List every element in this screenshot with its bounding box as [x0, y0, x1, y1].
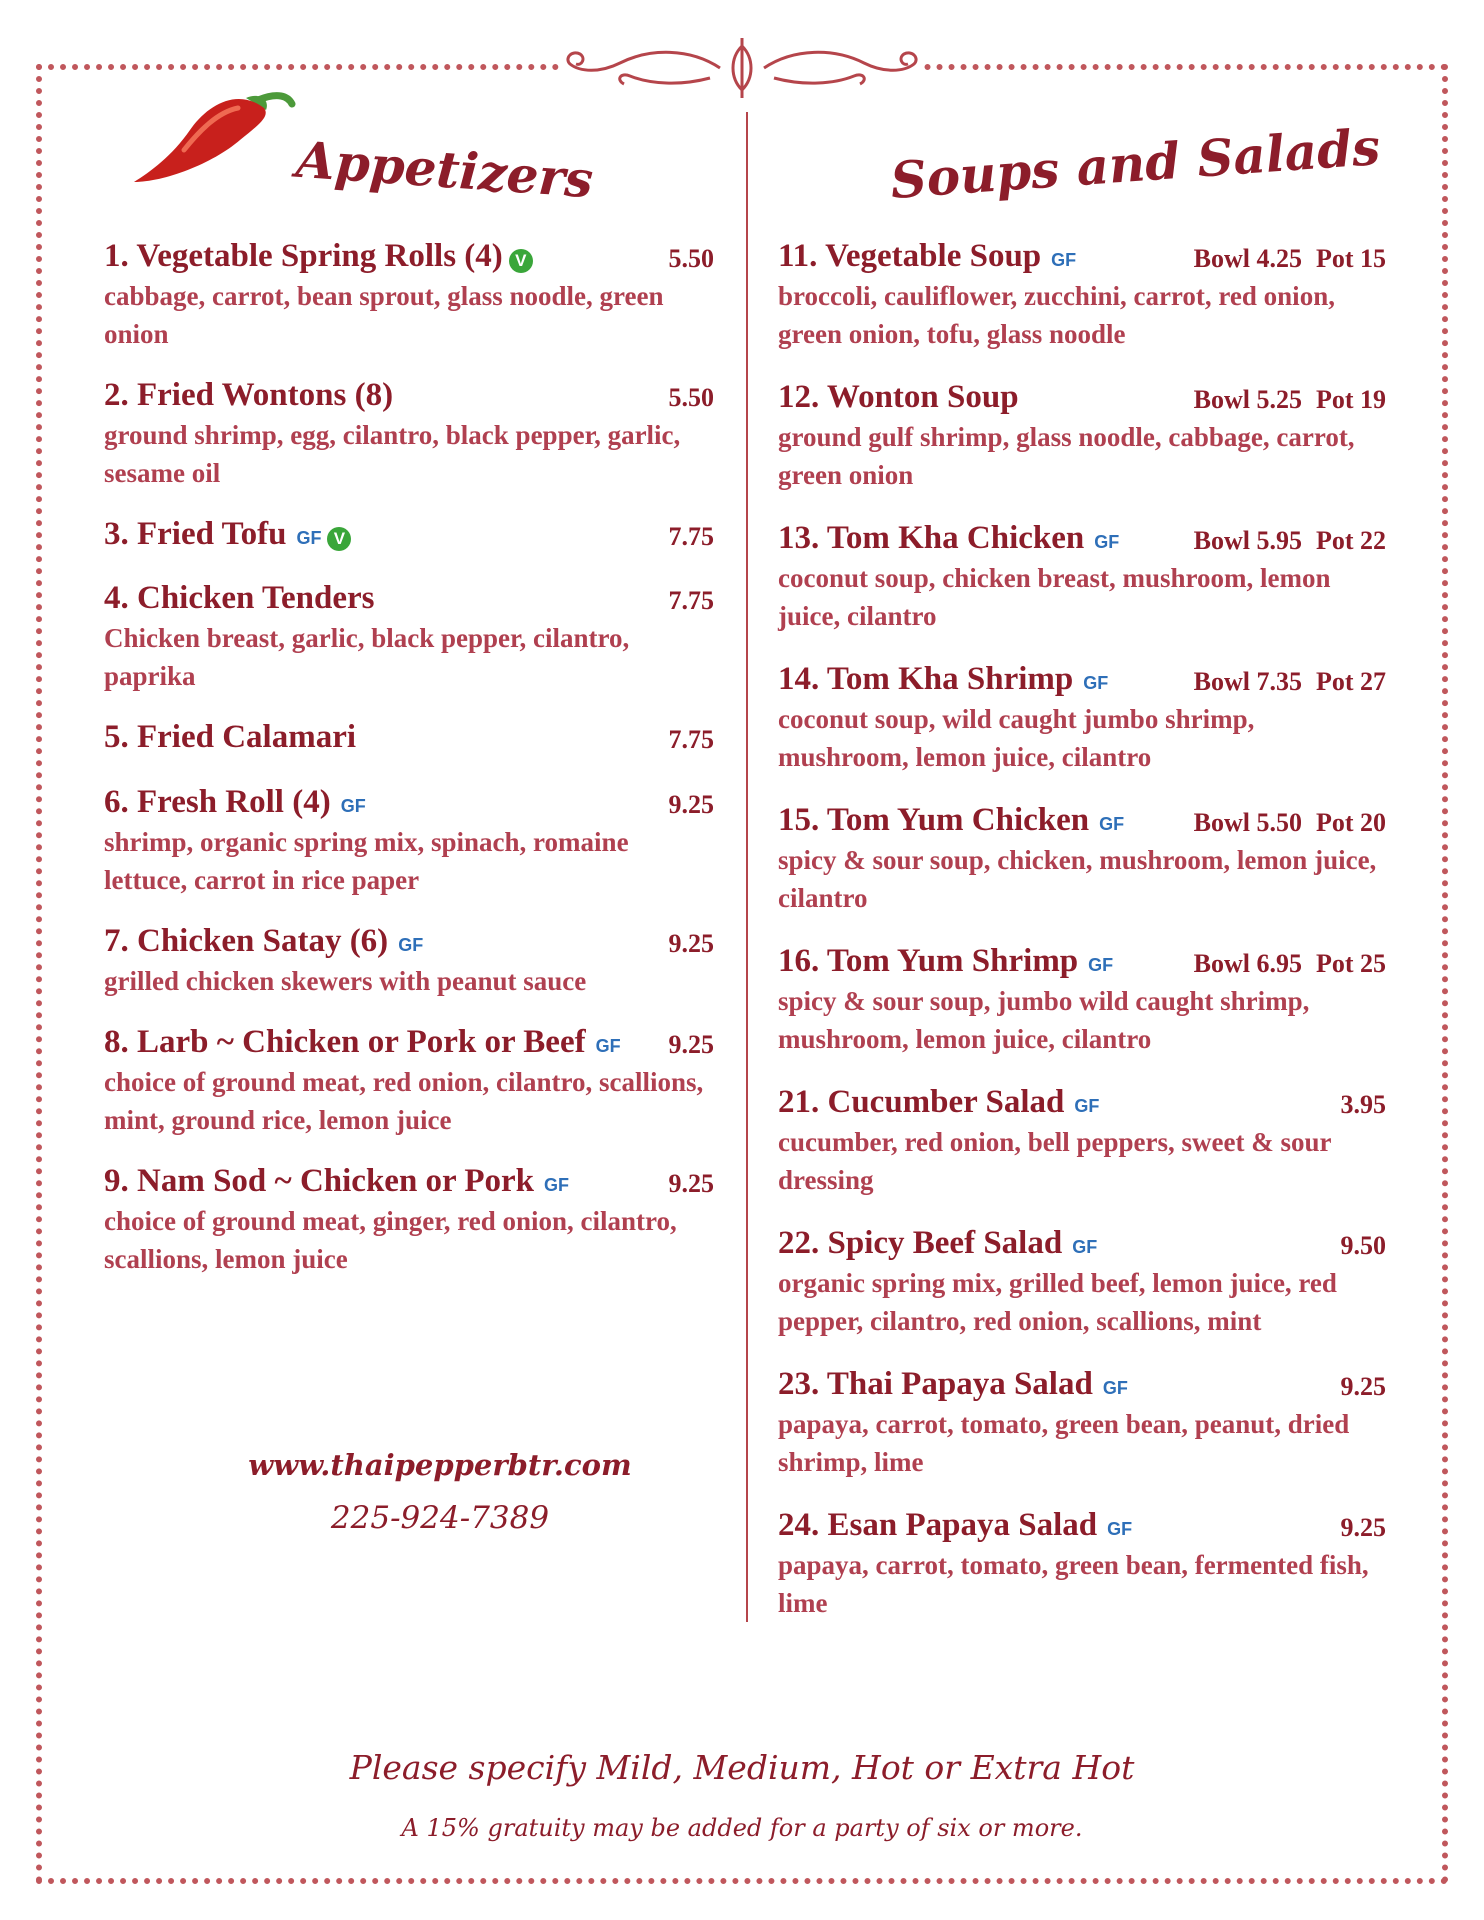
gluten-free-badge: GF: [1102, 1378, 1128, 1398]
gluten-free-badge: GF: [340, 796, 366, 816]
item-name: 21. Cucumber Salad: [778, 1084, 1065, 1120]
menu-item: [778, 520, 1386, 635]
item-name: 8. Larb ~ Chicken or Pork or Beef: [104, 1024, 586, 1060]
item-description: grilled chicken skewers with peanut sauce: [104, 966, 587, 996]
item-price: [1194, 244, 1386, 274]
pot-price: Pot 20: [1315, 808, 1386, 837]
item-price: 9.25: [668, 1030, 714, 1059]
item-price: 3.95: [1340, 1090, 1386, 1119]
bowl-price: Bowl 7.35: [1193, 667, 1302, 696]
menu-item: [778, 802, 1386, 917]
menu-item: [104, 1024, 714, 1139]
item-name: 11. Vegetable Soup: [778, 238, 1042, 274]
gluten-free-badge: GF: [1083, 673, 1109, 693]
item-name: 1. Vegetable Spring Rolls (4): [104, 238, 503, 274]
item-description: ground gulf shrimp, glass noodle, cabbage, carrot, green onion: [778, 422, 1355, 490]
item-name: 13. Tom Kha Chicken: [778, 520, 1085, 556]
gluten-free-badge: GF: [1072, 1237, 1098, 1257]
bowl-price: Bowl 5.95: [1193, 526, 1302, 555]
gluten-free-badge: GF: [595, 1036, 621, 1056]
item-description: Chicken breast, garlic, black pepper, cilantro, paprika: [104, 623, 630, 691]
pot-price: Pot 27: [1315, 667, 1386, 696]
gratuity-note: A 15% gratuity may be added for a party of six or more.: [401, 1814, 1083, 1842]
menu-item: [778, 1084, 1386, 1199]
menu-item: [104, 1163, 714, 1278]
item-name: 16. Tom Yum Shrimp: [778, 943, 1079, 979]
gluten-free-badge: GF: [1088, 955, 1114, 975]
menu-item: [778, 943, 1386, 1058]
spice-level-note: Please specify Mild, Medium, Hot or Extra Hot: [349, 1748, 1135, 1787]
vegan-badge-icon: V: [509, 249, 533, 273]
gluten-free-badge: GF: [1099, 814, 1125, 834]
menu-item: [104, 238, 714, 353]
pot-price: Pot 19: [1315, 385, 1386, 414]
gluten-free-badge: GF: [1051, 250, 1077, 270]
item-description: cucumber, red onion, bell peppers, sweet & sour dressing: [778, 1127, 1332, 1195]
gluten-free-badge: GF: [398, 935, 424, 955]
item-description: shrimp, organic spring mix, spinach, romaine lettuce, carrot in rice paper: [104, 827, 629, 895]
item-price: 5.50: [668, 383, 714, 412]
menu-item: [778, 238, 1386, 353]
menu-item: [104, 580, 714, 695]
bowl-price: Bowl 6.95: [1193, 949, 1302, 978]
item-price: 9.50: [1340, 1231, 1386, 1260]
item-name: 3. Fried Tofu: [104, 516, 287, 552]
item-price: 9.25: [668, 790, 714, 819]
item-name: 4. Chicken Tenders: [104, 580, 375, 616]
item-description: papaya, carrot, tomato, green bean, peanut, dried shrimp, lime: [778, 1409, 1350, 1477]
item-price: 9.25: [1340, 1513, 1386, 1542]
item-description: cabbage, carrot, bean sprout, glass noodle, green onion: [104, 281, 664, 349]
item-name: 9. Nam Sod ~ Chicken or Pork: [104, 1163, 534, 1199]
item-description: papaya, carrot, tomato, green bean, fermented fish, lime: [778, 1550, 1369, 1618]
website-link[interactable]: www.thaipepperbtr.com: [248, 1448, 632, 1482]
item-name: 2. Fried Wontons (8): [104, 377, 394, 413]
gluten-free-badge: GF: [1107, 1519, 1133, 1539]
menu-item: [104, 377, 714, 492]
item-price: [1194, 667, 1386, 697]
item-name: 7. Chicken Satay (6): [104, 923, 389, 959]
item-price: [1194, 808, 1386, 838]
item-description: spicy & sour soup, chicken, mushroom, lemon juice, cilantro: [778, 845, 1377, 913]
item-price: 9.25: [1340, 1372, 1386, 1401]
phone-number[interactable]: 225-924-7389: [330, 1500, 550, 1536]
item-name: 22. Spicy Beef Salad: [778, 1225, 1063, 1261]
bowl-price: Bowl 5.25: [1193, 385, 1302, 414]
gluten-free-badge: GF: [1074, 1096, 1100, 1116]
column-divider: [746, 112, 748, 1622]
bowl-price: Bowl 5.50: [1193, 808, 1302, 837]
item-description: spicy & sour soup, jumbo wild caught shrimp, mushroom, lemon juice, cilantro: [778, 986, 1310, 1054]
scroll-ornament-icon: [560, 38, 924, 98]
item-price: 7.75: [668, 586, 714, 615]
item-price: 9.25: [668, 929, 714, 958]
menu-item: [778, 379, 1386, 494]
item-description: choice of ground meat, red onion, cilantro, scallions, mint, ground rice, lemon juice: [104, 1067, 704, 1135]
menu-item: [778, 1507, 1386, 1622]
menu-item: [778, 1366, 1386, 1481]
item-name: 6. Fresh Roll (4): [104, 784, 331, 820]
item-price: [1194, 385, 1386, 415]
menu-item: [778, 1225, 1386, 1340]
menu-item: [104, 923, 714, 1000]
item-description: organic spring mix, grilled beef, lemon juice, red pepper, cilantro, red onion, scallions, mint: [778, 1268, 1337, 1336]
item-name: 12. Wonton Soup: [778, 379, 1019, 415]
gluten-free-badge: GF: [296, 528, 322, 548]
soups-salads-heading: Soups and Salads: [888, 116, 1382, 211]
item-description: ground shrimp, egg, cilantro, black pepper, garlic, sesame oil: [104, 420, 681, 488]
item-name: 24. Esan Papaya Salad: [778, 1507, 1098, 1543]
gluten-free-badge: GF: [1094, 532, 1120, 552]
item-price: 7.75: [668, 725, 714, 754]
item-description: coconut soup, chicken breast, mushroom, lemon juice, cilantro: [778, 563, 1331, 631]
item-name: 5. Fried Calamari: [104, 719, 357, 755]
menu-item: [104, 516, 714, 553]
item-price: 5.50: [668, 244, 714, 273]
item-name: 14. Tom Kha Shrimp: [778, 661, 1074, 697]
item-price: [1194, 526, 1386, 556]
bowl-price: Bowl 4.25: [1193, 244, 1302, 273]
item-description: broccoli, cauliflower, zucchini, carrot, red onion, green onion, tofu, glass noodle: [778, 281, 1335, 349]
item-price: [1194, 949, 1386, 979]
item-description: coconut soup, wild caught jumbo shrimp, mushroom, lemon juice, cilantro: [778, 704, 1255, 772]
item-name: 15. Tom Yum Chicken: [778, 802, 1090, 838]
chili-pepper-icon: [128, 78, 298, 188]
gluten-free-badge: GF: [544, 1175, 569, 1195]
vegan-badge-icon: V: [327, 527, 351, 551]
menu-item: [104, 719, 714, 756]
pot-price: Pot 25: [1315, 949, 1386, 978]
pot-price: Pot 15: [1315, 244, 1386, 273]
item-price: 7.75: [668, 522, 714, 551]
appetizers-heading: Appetizers: [294, 129, 596, 210]
pot-price: Pot 22: [1315, 526, 1386, 555]
item-price: 9.25: [668, 1169, 714, 1198]
item-description: choice of ground meat, ginger, red onion, cilantro, scallions, lemon juice: [104, 1206, 677, 1274]
menu-item: [778, 661, 1386, 776]
menu-item: [104, 784, 714, 899]
item-name: 23. Thai Papaya Salad: [778, 1366, 1093, 1402]
